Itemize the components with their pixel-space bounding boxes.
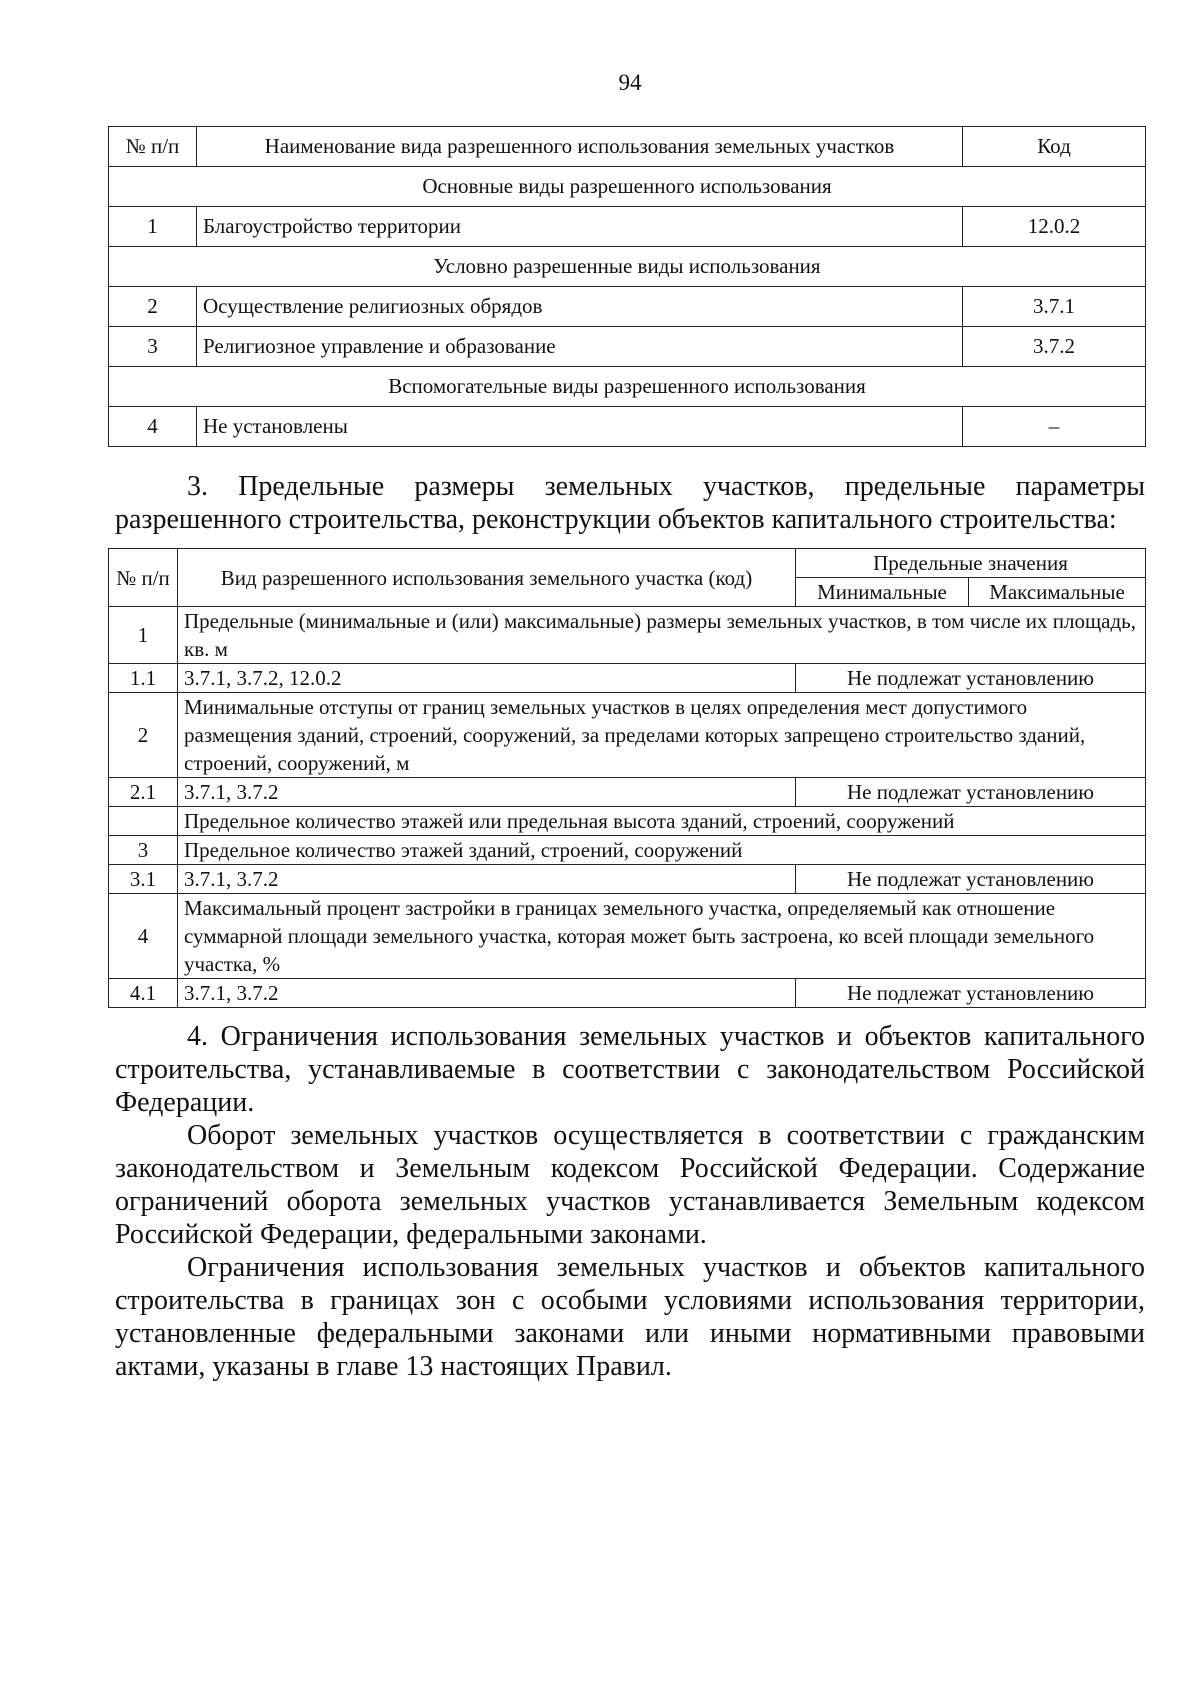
section-row xyxy=(109,247,1146,287)
row-codes: 3.7.1, 3.7.2 xyxy=(178,865,796,894)
row-parameter: Максимальный процент застройки в границах земельного участка, определяемый как отношение суммарной площади земельного участка, которая может быть застроена, ко всей площади земельного участка, % xyxy=(178,894,1146,979)
row-value: Не подлежат установлению xyxy=(796,664,1146,693)
table-row xyxy=(109,407,1146,447)
header-type: Вид разрешенного использования земельного участка (код) xyxy=(178,549,796,607)
row-num: 1.1 xyxy=(109,664,178,693)
table-row xyxy=(109,836,1146,865)
header-num: № п/п xyxy=(109,549,178,607)
row-num: 2 xyxy=(109,693,178,778)
header-num: № п/п xyxy=(109,127,197,167)
row-code: 3.7.1 xyxy=(963,287,1146,327)
section4-paragraph: Ограничения использования земельных участков и объектов капитального строительства в границах зон с особыми условиями использования территории, установленные федеральными законами или иными нормативными правовыми актами, указаны в главе 13 настоящих Правил. xyxy=(115,1252,1145,1382)
row-num xyxy=(109,807,178,836)
row-num: 1 xyxy=(109,607,178,664)
row-value: Не подлежат установлению xyxy=(796,778,1146,807)
row-code: – xyxy=(963,407,1146,447)
row-num: 1 xyxy=(109,207,197,247)
row-num: 3 xyxy=(109,836,178,865)
table-row xyxy=(109,327,1146,367)
row-name: Благоустройство территории xyxy=(197,207,963,247)
table-row xyxy=(109,693,1146,778)
section-row xyxy=(109,167,1146,207)
row-num: 4 xyxy=(109,894,178,979)
row-value: Не подлежат установлению xyxy=(796,865,1146,894)
row-num: 3 xyxy=(109,327,197,367)
table-header-row xyxy=(109,549,1146,578)
row-name: Не установлены xyxy=(197,407,963,447)
row-num: 2 xyxy=(109,287,197,327)
row-value: Не подлежат установлению xyxy=(796,979,1146,1008)
row-codes: 3.7.1, 3.7.2 xyxy=(178,979,796,1008)
row-codes: 3.7.1, 3.7.2, 12.0.2 xyxy=(178,664,796,693)
header-min: Минимальные xyxy=(796,578,969,607)
header-name: Наименование вида разрешенного использования земельных участков xyxy=(197,127,963,167)
table-row xyxy=(109,894,1146,979)
row-num: 4.1 xyxy=(109,979,178,1008)
row-parameter: Предельные (минимальные и (или) максимальные) размеры земельных участков, в том числе их площадь, кв. м xyxy=(178,607,1146,664)
table-row xyxy=(109,207,1146,247)
table-row xyxy=(109,979,1146,1008)
row-num: 2.1 xyxy=(109,778,178,807)
row-name: Осуществление религиозных обрядов xyxy=(197,287,963,327)
row-codes: 3.7.1, 3.7.2 xyxy=(178,778,796,807)
table-row xyxy=(109,664,1146,693)
section-title: Основные виды разрешенного использования xyxy=(109,167,1146,207)
permitted-use-table xyxy=(108,126,1146,447)
limits-table xyxy=(108,548,1146,1008)
section-title: Условно разрешенные виды использования xyxy=(109,247,1146,287)
section4 xyxy=(115,1020,1145,1383)
header-code: Код xyxy=(963,127,1146,167)
row-num: 4 xyxy=(109,407,197,447)
table-row xyxy=(109,778,1146,807)
section-title: Вспомогательные виды разрешенного использования xyxy=(109,367,1146,407)
row-parameter: Предельное количество этажей зданий, строений, сооружений xyxy=(178,836,1146,865)
header-limits: Предельные значения xyxy=(796,549,1146,578)
table-header-row xyxy=(109,127,1146,167)
section-row xyxy=(109,367,1146,407)
table-row xyxy=(109,287,1146,327)
table-row xyxy=(109,807,1146,836)
table-row xyxy=(109,607,1146,664)
header-max: Максимальные xyxy=(969,578,1146,607)
section4-heading: 4. Ограничения использования земельных участков и объектов капитального строительства, устанавливаемые в соответствии с законодательством Российской Федерации. xyxy=(115,1021,1145,1118)
row-name: Религиозное управление и образование xyxy=(197,327,963,367)
section3-heading: 3. Предельные размеры земельных участков, предельные параметры разрешенного строительства, реконструкции объектов капитального строительства: xyxy=(115,471,1145,535)
section4-paragraph: Оборот земельных участков осуществляется в соответствии с гражданским законодательством и Земельным кодексом Российской Федерации. Содержание ограничений оборота земельных участков устанавливается Земельным кодексом Российской Федерации, федеральными законами. xyxy=(115,1120,1145,1250)
row-num: 3.1 xyxy=(109,865,178,894)
row-code: 3.7.2 xyxy=(963,327,1146,367)
row-parameter: Минимальные отступы от границ земельных участков в целях определения мест допустимого размещения зданий, строений, сооружений, за пределами которых запрещено строительство зданий, строений, сооружений, м xyxy=(178,693,1146,778)
limits-table-body xyxy=(109,607,1146,1008)
table-row xyxy=(109,865,1146,894)
row-code: 12.0.2 xyxy=(963,207,1146,247)
page-number: 94 xyxy=(618,70,642,95)
row-parameter: Предельное количество этажей или предельная высота зданий, строений, сооружений xyxy=(178,807,1146,836)
